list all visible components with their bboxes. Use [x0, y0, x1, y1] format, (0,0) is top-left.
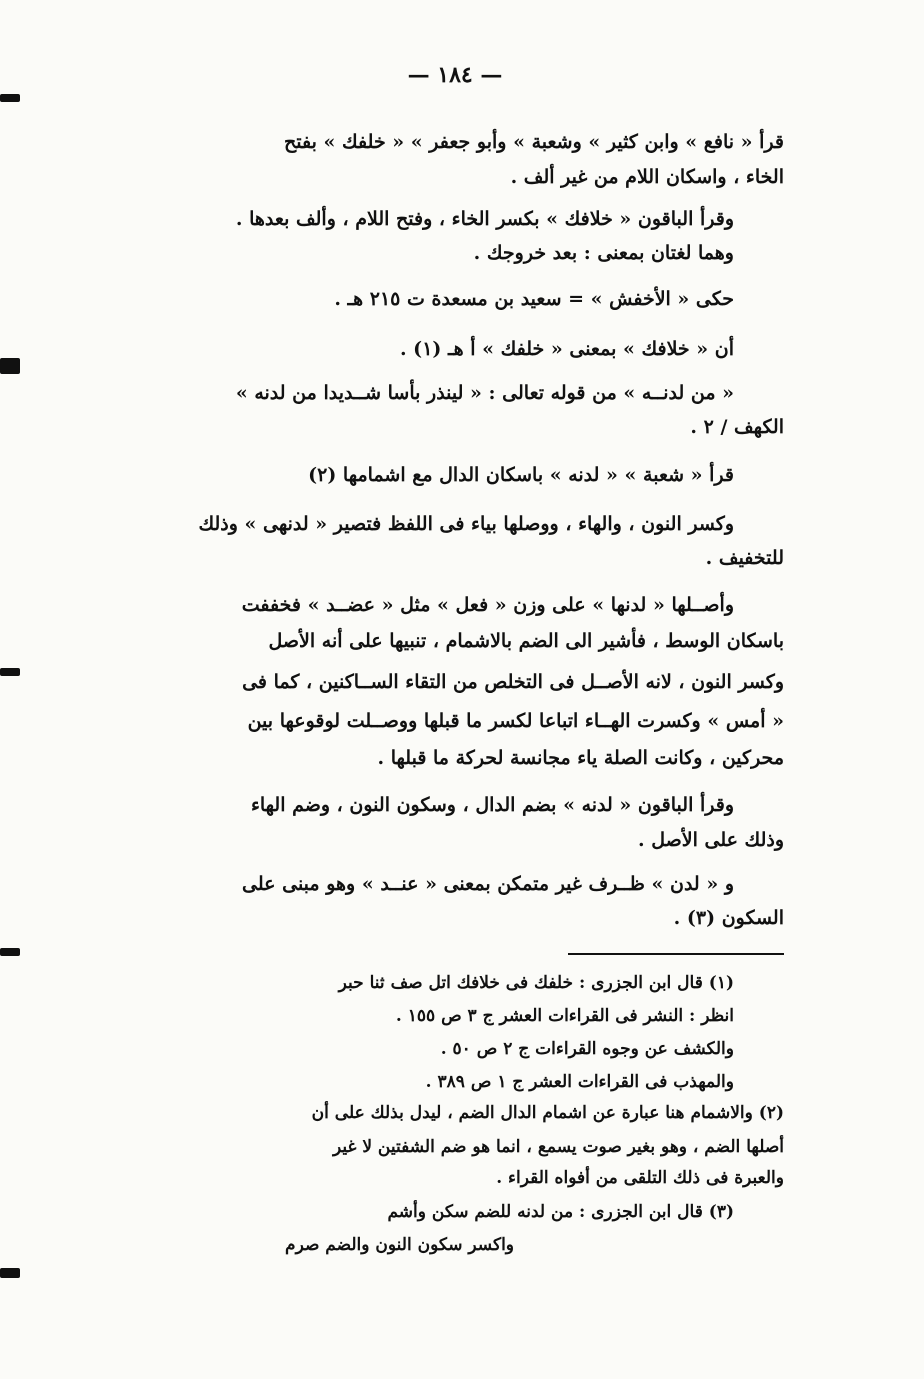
body-line: وأصــلها « لدنها » على وزن « فعل » مثل « عضــد » فخففت [241, 594, 734, 616]
footnote-line: والكشف عن وجوه القراءات ج ٢ ص ٥٠ . [440, 1039, 734, 1059]
body-line: و « لدن » ظــرف غير متمكن بمعنى « عنــد » وهو مبنى على [242, 873, 734, 895]
body-line: باسكان الوسط ، فأشير الى الضم بالاشمام ، تنبيها على أنه الأصل [268, 630, 784, 652]
body-line: « أمس » وكسرت الهــاء اتباعا لكسر ما قبلها ووصــلت لوقوعها بين [247, 710, 784, 732]
body-line: حكى « الأخفش » = سعيد بن مسعدة ت ٢١٥ هـ . [334, 288, 734, 310]
page-number: — ١٨٤ — [407, 62, 503, 88]
body-line: السكون (٣) . [673, 907, 784, 929]
body-line: وهما لغتان بمعنى : بعد خروجك . [473, 242, 734, 264]
body-line: الكهف / ٢ . [690, 416, 784, 438]
scan-edge-mark [0, 94, 20, 102]
footnote-line: (٣) قال ابن الجزرى : من لدنه للضم سكن وأشم [387, 1202, 734, 1222]
footnote-line: انظر : النشر فى القراءات العشر ج ٣ ص ١٥٥ . [395, 1006, 734, 1026]
footnote-line: (٢) والاشمام هنا عبارة عن اشمام الدال الضم ، ليدل بذلك على أن [311, 1103, 784, 1123]
body-line: « من لدنــه » من قوله تعالى : « لينذر بأسا شــديدا من لدنه » [235, 382, 734, 404]
footnote-separator [568, 953, 784, 955]
body-line: وقرأ الباقون « خلافك » بكسر الخاء ، وفتح اللام ، وألف بعدها . [235, 208, 734, 230]
scan-edge-mark [0, 1268, 20, 1278]
body-line: الخاء ، واسكان اللام من غير ألف . [510, 166, 784, 188]
body-line: للتخفيف . [705, 547, 784, 569]
body-line: محركين ، وكانت الصلة ياء مجانسة لحركة ما قبلها . [377, 747, 784, 769]
body-line: وكسر النون ، والهاء ، ووصلها بياء فى اللفظ فتصير « لدنهى » وذلك [198, 513, 734, 535]
body-line: وكسر النون ، لانه الأصــل فى التخلص من التقاء الســاكنين ، كما فى [242, 671, 784, 693]
body-line: قرأ « نافع » وابن كثير » وشعبة » وأبو جعفر » « خلفك » بفتح [284, 131, 784, 153]
footnote-line: والعبرة فى ذلك التلقى من أفواه القراء . [496, 1168, 784, 1188]
scan-edge-mark [0, 358, 20, 374]
footnote-line: (١) قال ابن الجزرى : خلفك فى خلافك اتل صف ثنا حبر [338, 973, 734, 993]
footnote-line: واكسر سكون النون والضم صرم [285, 1235, 514, 1255]
scan-edge-mark [0, 668, 20, 676]
body-line: وذلك على الأصل . [638, 829, 784, 851]
body-line: وقرأ الباقون « لدنه » بضم الدال ، وسكون النون ، وضم الهاء [250, 794, 734, 816]
scan-edge-mark [0, 948, 20, 956]
footnote-line: أصلها الضم ، وهو بغير صوت يسمع ، انما هو ضم الشفتين لا غير [333, 1137, 784, 1157]
footnote-line: والمهذب فى القراءات العشر ج ١ ص ٣٨٩ . [425, 1072, 734, 1092]
body-line: قرأ « شعبة » « لدنه » باسكان الدال مع اشمامها (٢) [308, 464, 734, 486]
body-line: أن « خلافك » بمعنى « خلفك » أ هـ (١) . [399, 338, 734, 360]
